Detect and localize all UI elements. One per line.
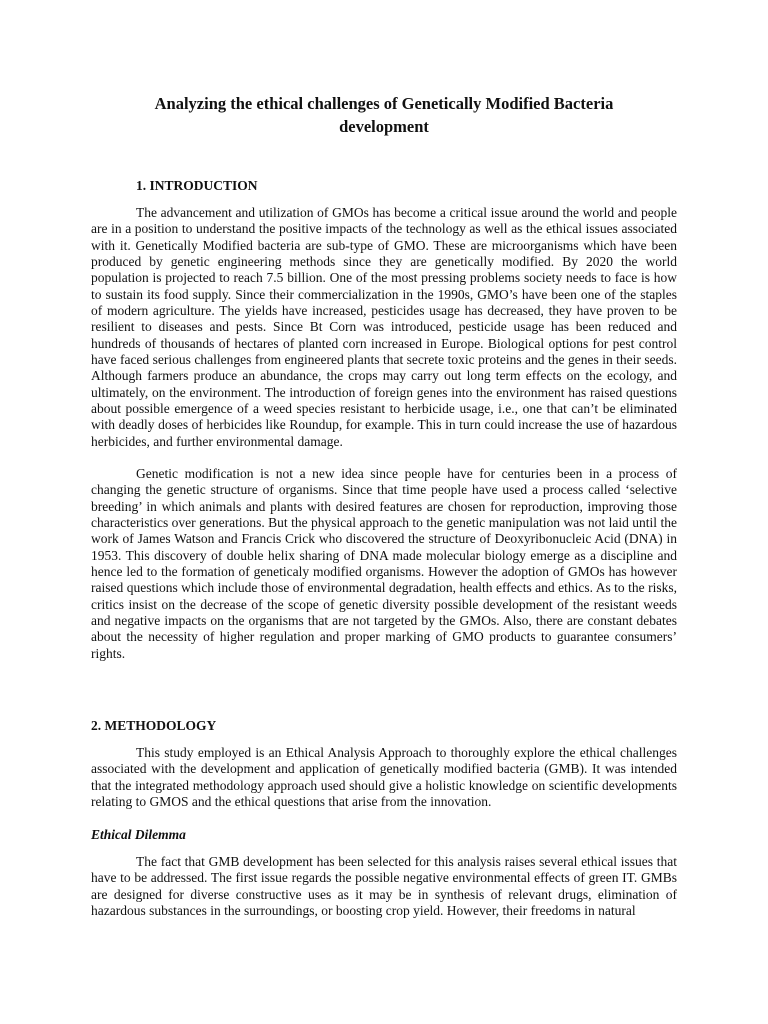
introduction-paragraph-1: The advancement and utilization of GMOs has become a critical issue around the world and people are in a position to understand the positive impacts of the technology as well as the ethical issues associated with it. Genetically Modified bacteria are sub-type of GMO. These are microorganisms which have been produced by genetic engineering methods since they are genetically modified. By 2020 the world population is projected to reach 7.5 billion. One of the most pressing problems society needs to face is how to sustain its food supply. Since their commercialization in the 1990s, GMO’s have been one of the staples of modern agriculture. The yields have increased, pesticides usage has decreased, they have proven to be resilient to diseases and pests. Since Bt Corn was introduced, pesticide usage has been reduced and hundreds of thousands of hectares of planted corn increased in Europe. Biological options for pest control have faced serious challenges from engineered plants that secrete toxic proteins and the genes in their seeds. Although farmers produce an abundance, the crops may carry out long term effects on the ecology, and ultimately, on the environment. The introduction of foreign genes into the environment has raised questions about possible emergence of a weed species resistant to herbicide usage, i.e., one that can’t be eliminated with deadly doses of herbicides like Roundup, for example. This in turn could increase the use of hazardous herbicides, and further environmental damage. bbox=[91, 205, 677, 449]
section-heading-methodology: 2. METHODOLOGY bbox=[91, 718, 217, 733]
introduction-paragraph-2: Genetic modification is not a new idea since people have for centuries been in a process of changing the genetic structure of organisms. Since that time people have used a process called ‘selective breeding’ in which animals and plants with desired features are chosen for reproduction, improving those characteristics over generations. But the physical approach to the genetic manipulation was not laid until the work of James Watson and Francis Crick who discovered the structure of Deoxyribonucleic Acid (DNA) in 1953. This discovery of double helix sharing of DNA made molecular biology emerge as a discipline and hence led to the formation of geneticaly modified organisms. However the adoption of GMOs has however raised questions which include those of environmental degradation, health effects and ethics. As to the risks, critics insist on the decrease of the scope of genetic diversity possible development of the resistant weeds and negative impacts on the organisms that are not targeted by the GMOs. Also, there are constant debates about the necessity of higher regulation and proper marking of GMO products to guarantee consumers’ rights. bbox=[91, 466, 677, 661]
section-heading-introduction: 1. INTRODUCTION bbox=[136, 178, 258, 193]
document-title: Analyzing the ethical challenges of Genetically Modified Bacteria development bbox=[154, 94, 614, 136]
subsection-heading-ethical-dilemma: Ethical Dilemma bbox=[91, 827, 186, 842]
methodology-paragraph: This study employed is an Ethical Analysis Approach to thoroughly explore the ethical challenges associated with the development and application of genetically modified bacteria (GMB). It was intended that the integrated methodology approach used should give a holistic knowledge on scientific developments relating to GMOS and the ethical questions that arise from the innovation. bbox=[91, 745, 677, 810]
ethical-dilemma-paragraph: The fact that GMB development has been selected for this analysis raises several ethical issues that have to be addressed. The first issue regards the possible negative environmental effects of green IT. GMBs are designed for diverse constructive uses as it may be in synthesis of relevant drugs, elimination of hazardous substances in the surroundings, or boosting crop yield. However, their freedoms in natural bbox=[91, 854, 677, 919]
